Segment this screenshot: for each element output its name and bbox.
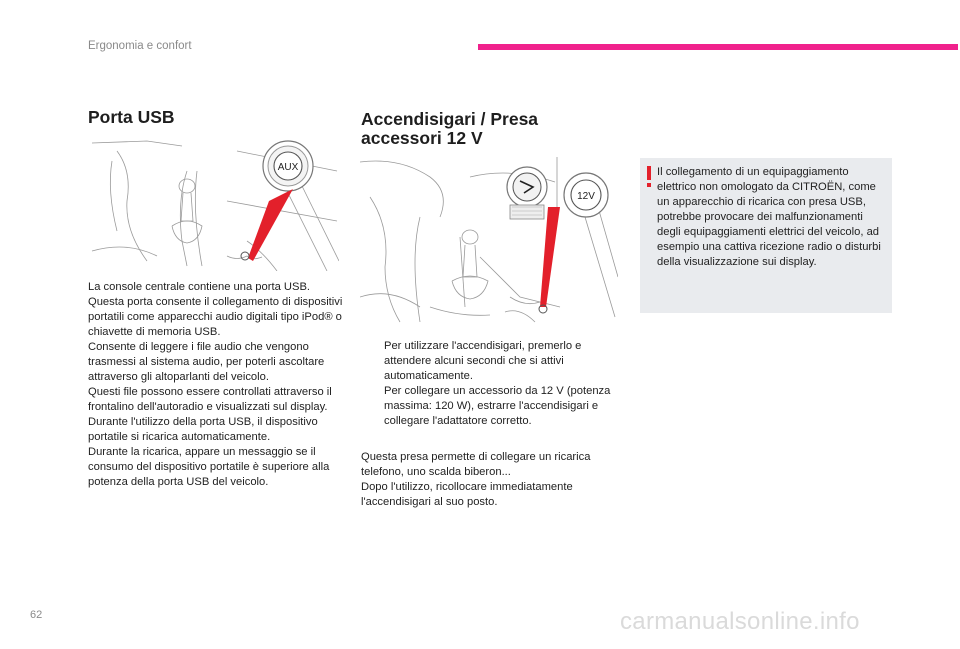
warning-text: Il collegamento di un equipaggiamento elettrico non omologato da CITROËN, come un apparecchio di ricarica con presa USB, potrebbe provocare dei malfunzionamenti degli equipaggiamenti elettrici del veicolo, ad esempio una cattiva ricezione radio o disturbi della visualizzazione sui display. — [657, 166, 881, 268]
power-socket-12v-icon — [564, 173, 608, 217]
usb-illustration — [87, 131, 339, 271]
usb-paragraph: Questi file possono essere controllati attraverso il frontalino dell'autoradio e visualizzati sul display. — [88, 386, 332, 413]
cigarette-notes — [361, 450, 626, 510]
aux-socket-icon — [263, 141, 313, 191]
page-number: 62 — [30, 609, 43, 621]
cigarette-note: Dopo l'utilizzo, ricollocare immediatamente l'accendisigari al suo posto. — [361, 481, 573, 508]
aux-label: AUX — [277, 162, 299, 173]
usb-paragraph: Durante l'utilizzo della porta USB, il dispositivo portatile si ricarica automaticamente. — [88, 416, 318, 443]
instruction-item — [361, 384, 626, 429]
socket-12v-label: 12V — [577, 191, 595, 202]
usb-description — [88, 280, 343, 490]
cigarette-lighter-illustration — [360, 157, 618, 327]
cigarette-lighter-icon — [507, 167, 547, 219]
cigarette-heading: Accendisigari / Presa accessori 12 V — [361, 109, 539, 148]
usb-paragraph: Questa porta consente il collegamento di dispositivi portatili come apparecchi audio digitali tipo iPod® o chiavette di memoria USB. — [88, 296, 343, 338]
usb-paragraph: La console centrale contiene una porta USB. — [88, 281, 311, 293]
usb-paragraph: Consente di leggere i file audio che vengono trasmessi al sistema audio, per poterli ascoltare attraverso gli altoparlanti del veicolo. — [88, 341, 325, 383]
watermark: carmanualsonline.info — [620, 608, 860, 635]
cigarette-note: Questa presa permette di collegare un ricarica telefono, uno scalda biberon... — [361, 451, 591, 478]
instruction-text: Per collegare un accessorio da 12 V (potenza massima: 120 W), estrarre l'accendisigari e collegare l'adattatore corretto. — [384, 385, 611, 427]
exclamation-icon — [646, 166, 652, 188]
section-accent-bar — [478, 44, 958, 50]
section-title: Ergonomia e confort — [88, 40, 192, 52]
usb-heading: Porta USB — [88, 107, 175, 127]
instruction-text: Per utilizzare l'accendisigari, premerlo e attendere alcuni secondi che si attivi automaticamente. — [384, 340, 582, 382]
instruction-item — [361, 339, 626, 384]
cigarette-instructions — [361, 339, 626, 429]
usb-paragraph: Durante la ricarica, appare un messaggio se il consumo del dispositivo portatile è superiore alla potenza della porta USB del veicolo. — [88, 446, 330, 488]
